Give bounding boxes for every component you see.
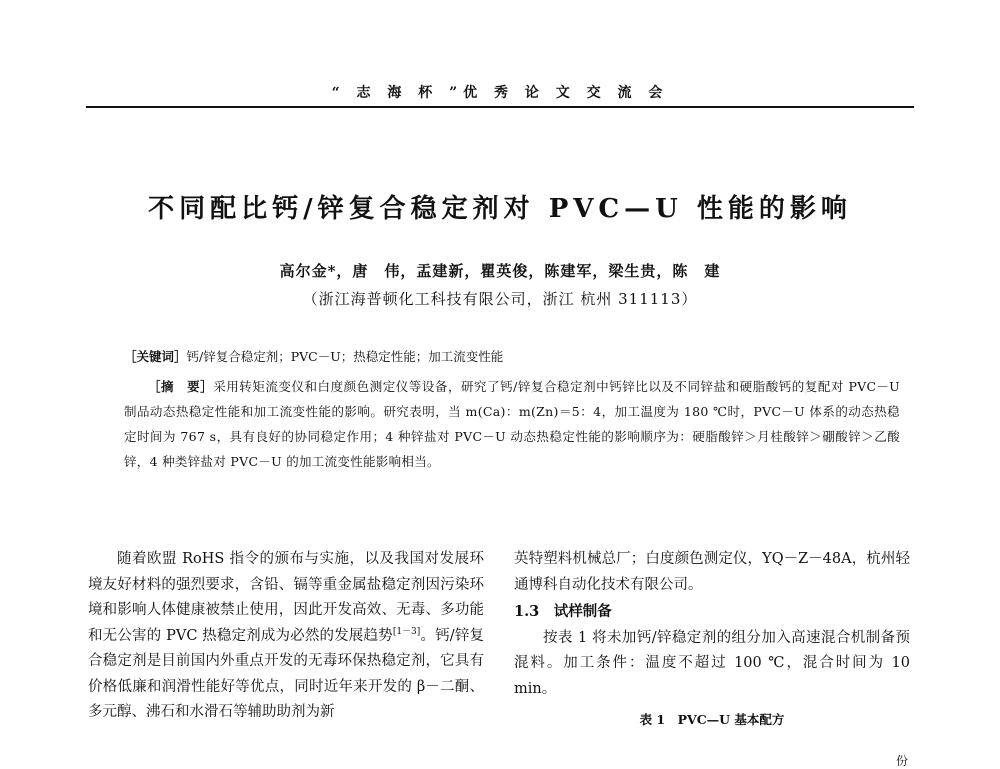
table-caption: 表 1 PVC—U 基本配方 (639, 712, 785, 727)
keywords-text: 钙/锌复合稳定剂；PVC－U；热稳定性能；加工流变性能 (186, 349, 504, 364)
abstract-label: ［摘 要］ (148, 379, 214, 394)
intro-text-continued: 。钙/锌复合稳定剂是目前国内外重点开发的无毒环保热稳定剂，它具有价格低廉和润滑性能好等优点，同时近年来开发的 β－二酮、多元醇、沸石和水滑石等辅助助剂为新 (88, 627, 484, 720)
sample-prep-paragraph: 按表 1 将未加钙/锌稳定剂的组分加入高速混合机制备预混料。加工条件：温度不超过 100 ℃，混合时间为 10 min。 (514, 629, 910, 697)
equipment-paragraph: 英特塑料机械总厂；白度颜色测定仪，YQ－Z－48A，杭州轻通博科自动化技术有限公司。 (514, 551, 910, 593)
header-rule (86, 106, 914, 108)
body-column-right (514, 547, 910, 733)
table-unit-note: 份 (895, 754, 908, 768)
citation-ref: [1－3] (392, 626, 421, 637)
affiliation: （浙江海普顿化工科技有限公司，浙江 杭州 311113） (302, 290, 698, 308)
body-column-left (88, 547, 484, 726)
abstract-text: 采用转矩流变仪和白度颜色测定仪等设备，研究了钙/锌复合稳定剂中钙锌比以及不同锌盐和硬脂酸钙的复配对 PVC－U 制品动态热稳定性能和加工流变性能的影响。研究表明，当 m(Ca)：m(Zn)＝5：4，加工温度为 180 ℃时，PVC－U 体系的动态热稳定时间为 767 s，具有良好的协同稳定作用；4 种锌盐对 PVC－U 动态热稳定性能的影响顺序为：硬脂酸锌＞月桂酸锌＞硼酸锌＞乙酸锌，4 种类锌盐对 PVC－U 的加工流变性能影响相当。 (124, 379, 900, 469)
section-heading: 1.3 试样制备 (514, 603, 612, 620)
abstract (124, 374, 900, 474)
paper-title: 不同配比钙/锌复合稳定剂对 PVC—U 性能的影响 (148, 194, 852, 224)
keywords (124, 348, 914, 366)
running-header: “ 志 海 杯 ”优 秀 论 文 交 流 会 (331, 85, 669, 101)
author-list: 高尔金*，唐 伟，盂建新，瞿英俊，陈建军，梁生贵，陈 建 (279, 262, 721, 280)
intro-paragraph (88, 547, 484, 726)
keywords-label: ［关键词］ (124, 349, 187, 364)
intro-text: 随着欧盟 RoHS 指令的颁布与实施，以及我国对发展环境友好材料的强烈要求，含铅、镉等重金属盐稳定剂因污染环境和影响人体健康被禁止使用，因此开发高效、无毒、多功能和无公害的 PVC 热稳定剂成为必然的发展趋势 (88, 551, 484, 644)
